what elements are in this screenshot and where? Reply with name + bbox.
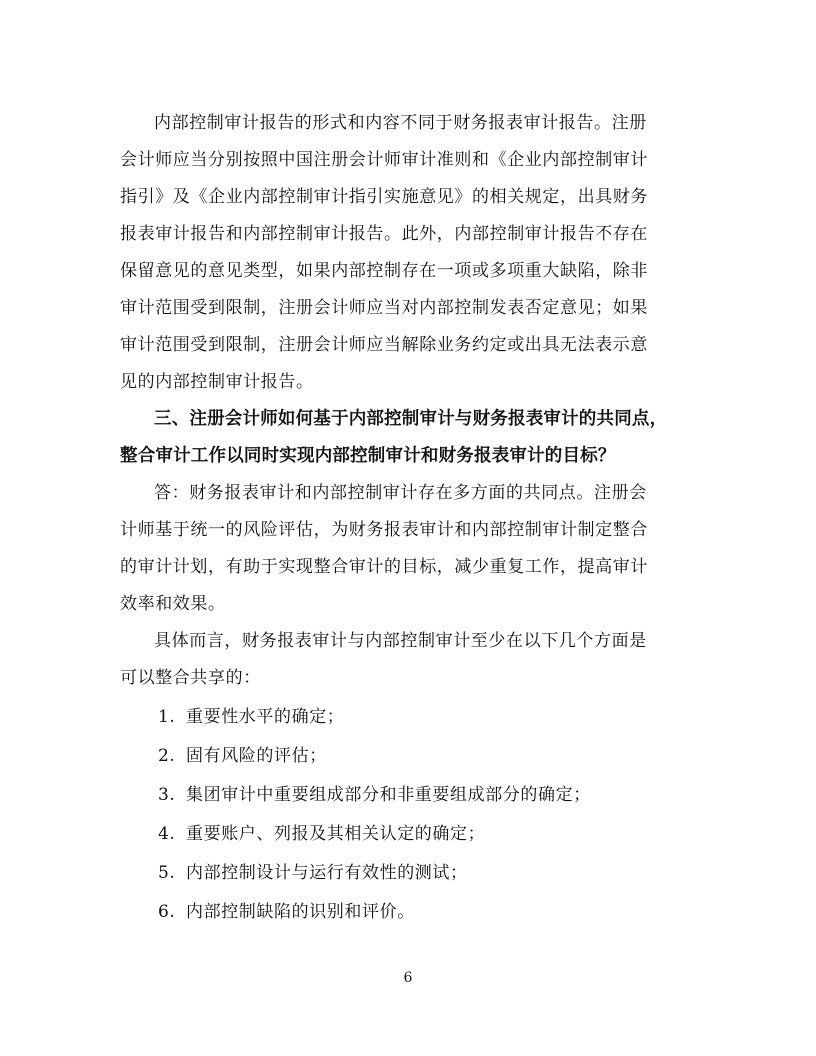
answer-line: 效率和效果。 bbox=[120, 594, 226, 614]
answer-line: 计师基于统一的风险评估，为财务报表审计和内部控制审计制定整合 bbox=[120, 520, 648, 540]
list-item-text: 固有风险的评估； bbox=[186, 746, 327, 766]
intro-line: 可以整合共享的： bbox=[120, 668, 261, 688]
paragraph-line: 指引》及《企业内部控制审计指引实施意见》的相关规定，出具财务 bbox=[120, 187, 648, 207]
list-item-number: 2. bbox=[158, 746, 176, 766]
list-item-text: 内部控制缺陷的识别和评价。 bbox=[186, 902, 415, 922]
intro-line: 具体而言，财务报表审计与内部控制审计至少在以下几个方面是 bbox=[154, 631, 647, 651]
list-item bbox=[158, 901, 415, 923]
paragraph-line: 审计范围受到限制，注册会计师应当解除业务约定或出具无法表示意 bbox=[120, 335, 648, 355]
list-item-number: 3. bbox=[158, 785, 176, 805]
paragraph-line: 报表审计报告和内部控制审计报告。此外，内部控制审计报告不存在 bbox=[120, 224, 648, 244]
answer-line: 的审计计划，有助于实现整合审计的目标，减少重复工作，提高审计 bbox=[120, 557, 648, 577]
list-item-text: 内部控制设计与运行有效性的测试； bbox=[186, 863, 468, 883]
list-item bbox=[158, 745, 327, 767]
list-item-text: 重要性水平的确定； bbox=[186, 707, 345, 727]
page-number: 6 bbox=[403, 970, 413, 986]
section-heading-line: 三、注册会计师如何基于内部控制审计与财务报表审计的共同点， bbox=[154, 409, 668, 429]
paragraph-line: 见的内部控制审计报告。 bbox=[120, 372, 314, 392]
paragraph-line: 审计范围受到限制，注册会计师应当对内部控制发表否定意见；如果 bbox=[120, 298, 648, 318]
list-item bbox=[158, 823, 485, 845]
list-item-number: 4. bbox=[158, 824, 176, 844]
list-item bbox=[158, 862, 468, 884]
answer-line: 答：财务报表审计和内部控制审计存在多方面的共同点。注册会 bbox=[154, 483, 647, 503]
paragraph-line: 会计师应当分别按照中国注册会计师审计准则和《企业内部控制审计 bbox=[120, 150, 648, 170]
list-item-number: 5. bbox=[158, 863, 176, 883]
section-heading-line: 整合审计工作以同时实现内部控制审计和财务报表审计的目标？ bbox=[120, 446, 616, 466]
paragraph-line: 内部控制审计报告的形式和内容不同于财务报表审计报告。注册 bbox=[154, 113, 647, 133]
list-item-text: 重要账户、列报及其相关认定的确定； bbox=[186, 824, 486, 844]
list-item-number: 6. bbox=[158, 902, 176, 922]
list-item bbox=[158, 784, 591, 806]
list-item-text: 集团审计中重要组成部分和非重要组成部分的确定； bbox=[186, 785, 591, 805]
list-item bbox=[158, 706, 344, 728]
paragraph-line: 保留意见的意见类型，如果内部控制存在一项或多项重大缺陷，除非 bbox=[120, 261, 648, 281]
list-item-number: 1. bbox=[158, 707, 176, 727]
